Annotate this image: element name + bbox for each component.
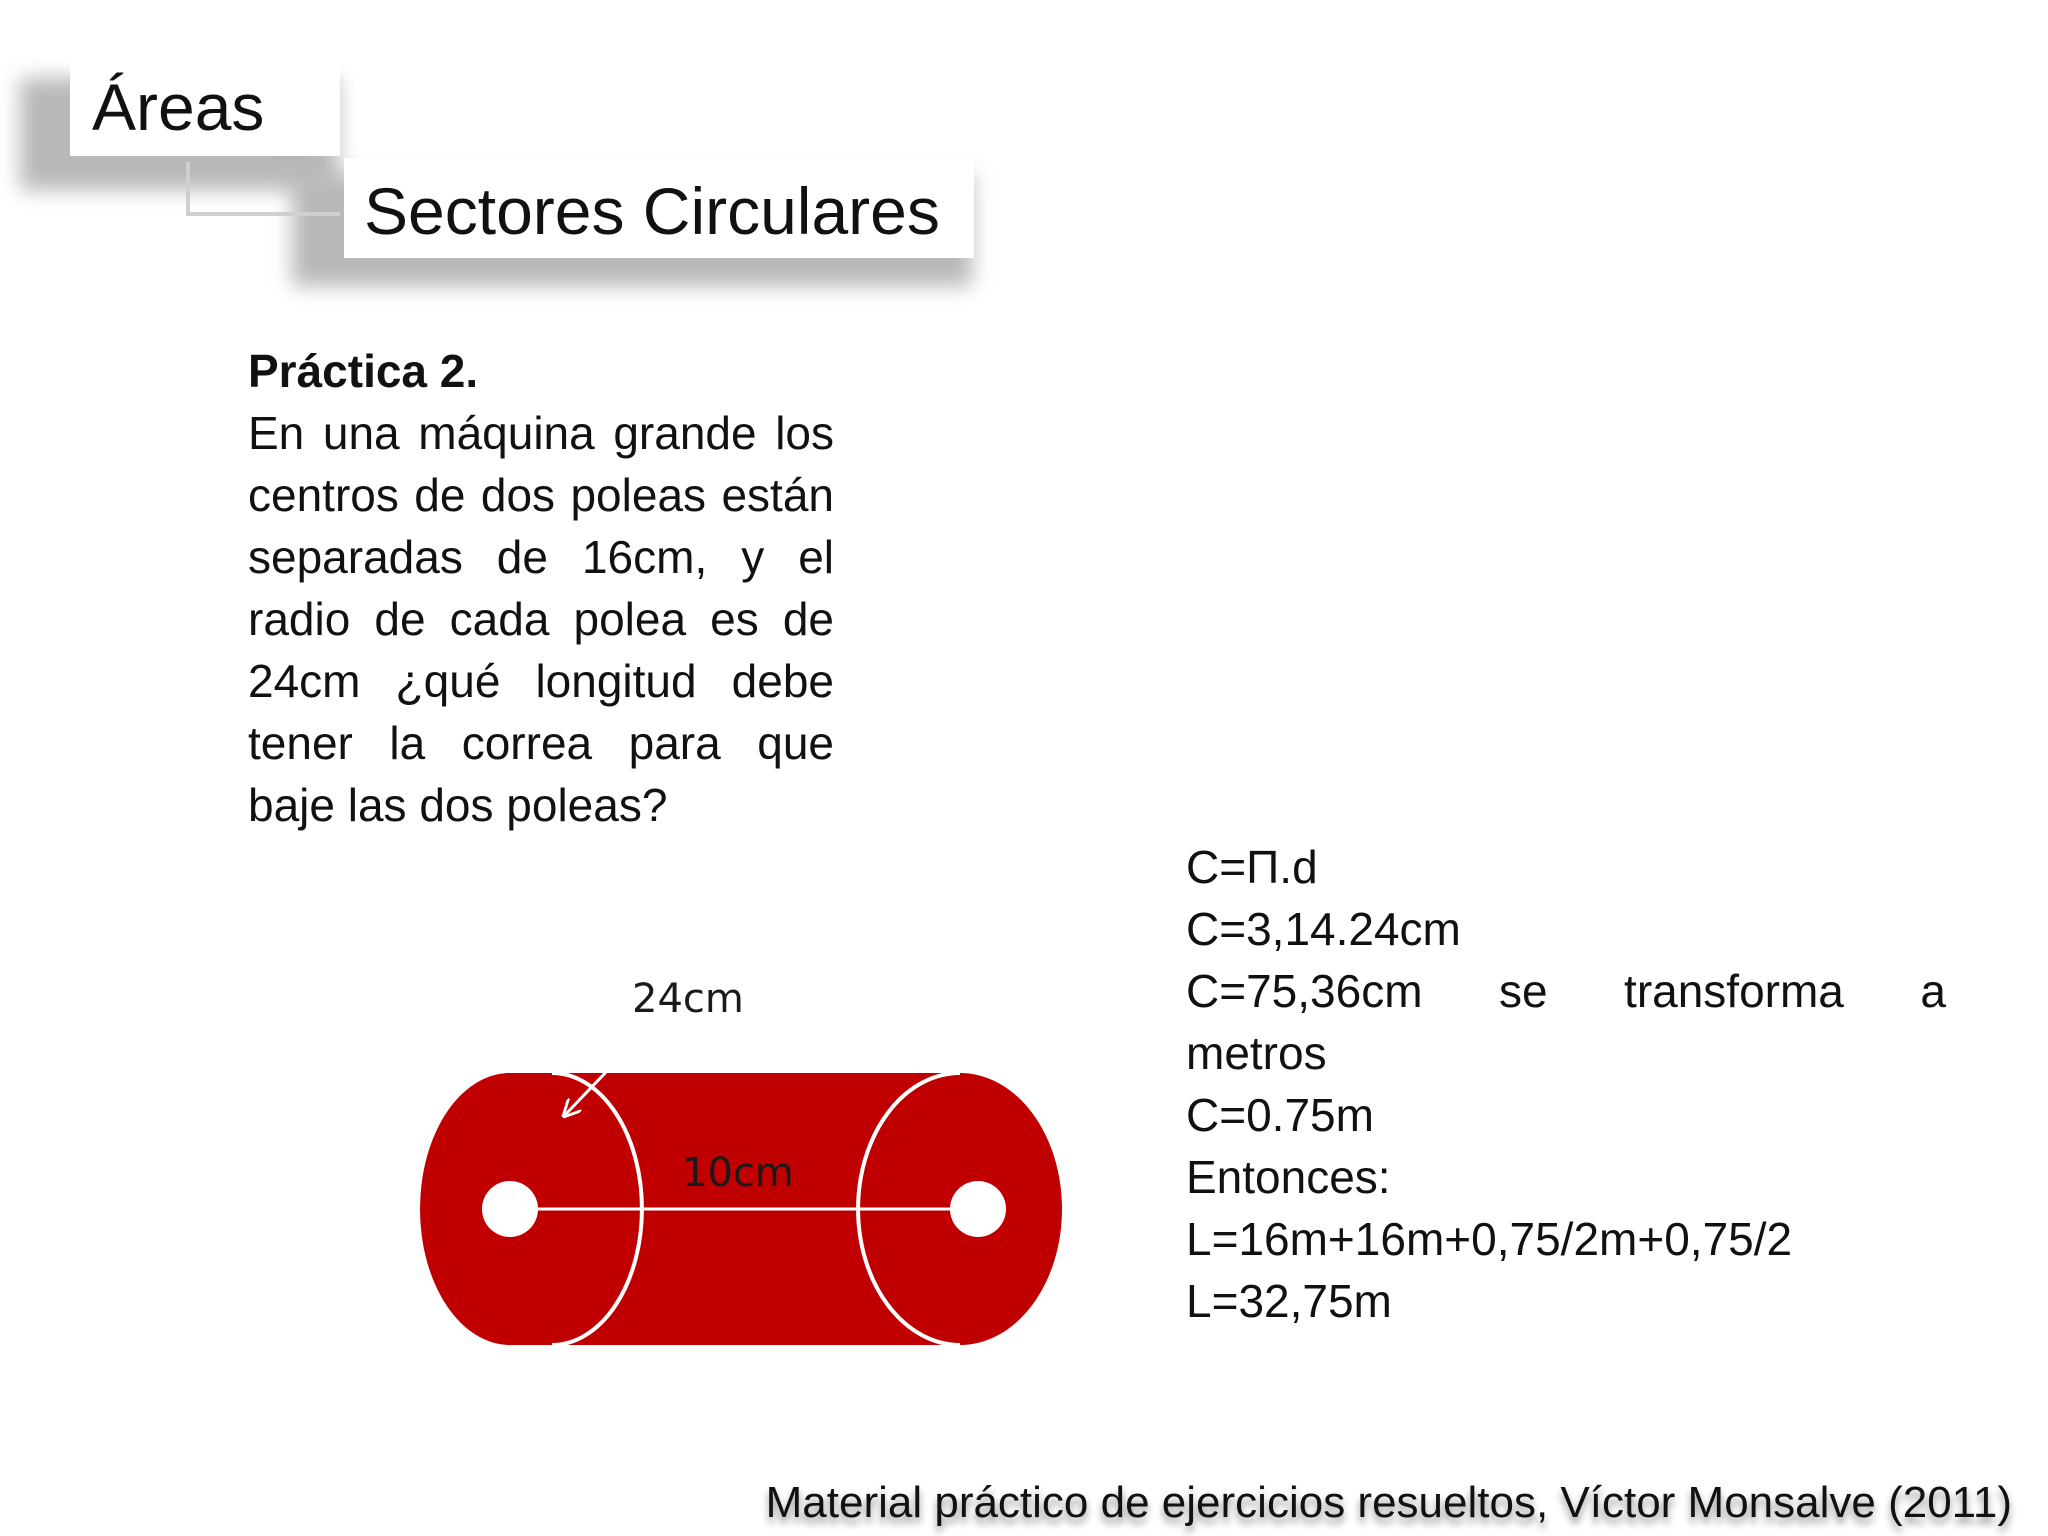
solution-block xyxy=(1186,836,1946,1332)
radius-label: 24cm xyxy=(632,976,744,1022)
solution-word: transforma xyxy=(1624,965,1844,1017)
solution-line: metros xyxy=(1186,1027,1327,1079)
solution-word: se xyxy=(1498,965,1548,1017)
left-axle-hole xyxy=(482,1181,538,1237)
distance-label: 10cm xyxy=(682,1150,794,1196)
footer-citation: Material práctico de ejercicios resueltos, Víctor Monsalve (2011) xyxy=(765,1478,2012,1527)
solution-word: a xyxy=(1920,965,1946,1017)
page-title: Áreas xyxy=(92,70,265,144)
solution-line: Entonces: xyxy=(1186,1151,1391,1203)
solution-line xyxy=(1186,960,1946,1022)
solution-line: L=32,75m xyxy=(1186,1275,1392,1327)
solution-line: L=16m+16m+0,75/2m+0,75/2 xyxy=(1186,1213,1793,1265)
solution-line: C=Π.d xyxy=(1186,841,1318,893)
solution-line: C=3,14.24cm xyxy=(1186,903,1461,955)
problem-heading: Práctica 2. xyxy=(248,345,479,397)
right-axle-hole xyxy=(950,1181,1006,1237)
page-subtitle: Sectores Circulares xyxy=(364,174,940,248)
solution-line: C=0.75m xyxy=(1186,1089,1374,1141)
problem-text: En una máquina grande los centros de dos poleas están separadas de 16cm, y el radio de cada polea es de 24cm ¿qué longitud debe tener la correa para que baje las dos poleas? xyxy=(248,407,834,831)
solution-word: C=75,36cm xyxy=(1186,965,1423,1017)
